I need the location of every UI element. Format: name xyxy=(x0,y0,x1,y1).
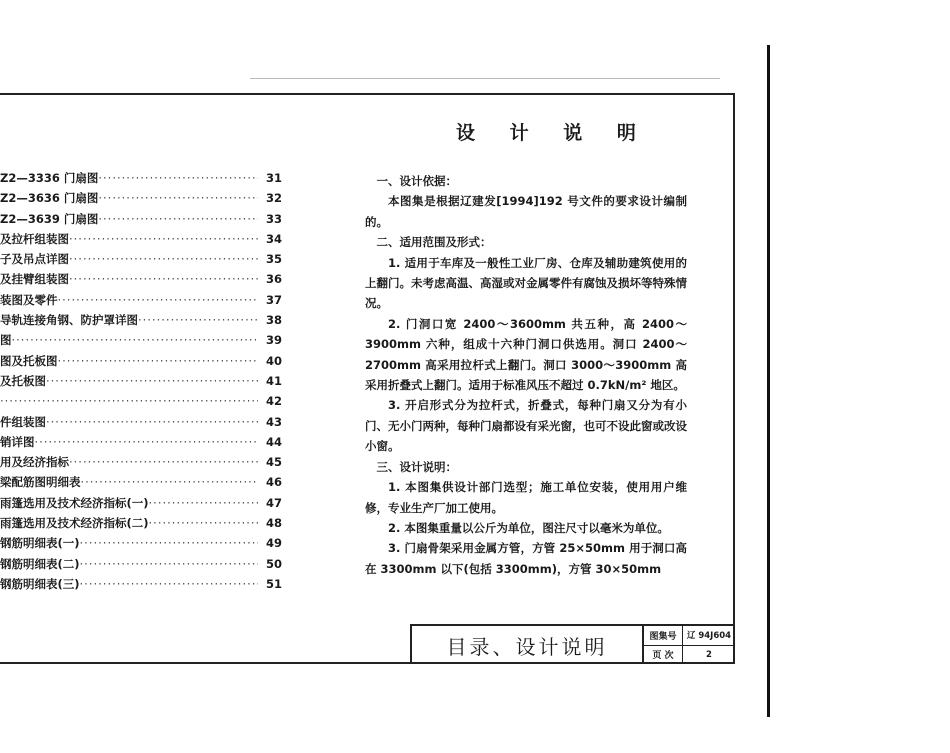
toc-leader-dots xyxy=(98,209,258,229)
notes-heading: 设 计 说 明 xyxy=(456,122,650,144)
toc-leader-dots xyxy=(98,188,258,208)
toc-title: 钢筋明细表(二) xyxy=(0,556,80,571)
toc-row xyxy=(0,493,282,513)
toc-leader-dots xyxy=(46,412,258,432)
notes-paragraph: 1. 适用于车库及一般性工业厂房、仓库及辅助建筑使用的上翻门。未考虑高温、高湿或对金属零件有腐蚀及损坏等特殊情况。 xyxy=(365,255,687,311)
toc-leader-dots xyxy=(46,371,258,391)
toc-leader-dots xyxy=(12,330,259,350)
toc-row xyxy=(0,513,282,533)
toc-row xyxy=(0,472,282,492)
title-block xyxy=(410,624,735,664)
toc-leader-dots xyxy=(69,452,258,472)
toc-row xyxy=(0,209,282,229)
notes-paragraph: 2. 本图集重量以公斤为单位，图注尺寸以毫米为单位。 xyxy=(388,520,669,535)
scan-faint-line xyxy=(250,78,720,79)
toc-page-number: 40 xyxy=(265,353,282,368)
title-block-page-row xyxy=(644,645,735,665)
toc-page-number: 51 xyxy=(265,576,282,591)
toc-page-number: 48 xyxy=(265,516,282,531)
toc-title: Z2—3336 门扇图 xyxy=(0,171,99,185)
toc-title: Z2—3636 门扇图 xyxy=(0,191,99,206)
toc-page-number: 32 xyxy=(265,191,282,206)
toc-title: 导轨连接角钢、防护罩详图 xyxy=(0,313,138,328)
toc-leader-dots xyxy=(98,168,258,188)
toc-row xyxy=(0,574,282,594)
toc-title: 及挂臂组装图 xyxy=(0,272,69,287)
toc-page-number: 35 xyxy=(265,252,282,267)
toc-page-number: 41 xyxy=(265,373,282,388)
notes-paragraph: 2. 门洞口宽 2400～3600mm 共五种，高 2400～3900mm 六种，组成十六种门洞口供选用。洞口 2400～2700mm 高采用拉杆式上翻门。洞口 3000～3900mm 高采用折叠式上翻门。适用于标准风压不超过 0.7kN/m² 地区。 xyxy=(365,316,687,393)
notes-section-heading: 二、适用范围及形式： xyxy=(376,235,492,250)
toc-title: 梁配筋图明细表 xyxy=(0,475,81,490)
toc-row xyxy=(0,412,282,432)
notes-section-heading: 一、设计依据： xyxy=(376,174,457,188)
title-block-atlas-row xyxy=(644,626,735,645)
toc-title: 图 xyxy=(0,333,12,348)
toc-title: 雨篷选用及技术经济指标(一) xyxy=(0,495,149,510)
toc-title: 件组装图 xyxy=(0,414,46,429)
toc-leader-dots xyxy=(0,391,258,411)
toc-title: 图及托板图 xyxy=(0,353,58,368)
toc-title: 及托板图 xyxy=(0,373,46,388)
toc-page-number: 49 xyxy=(265,536,282,551)
toc-leader-dots xyxy=(58,351,259,371)
toc-leader-dots xyxy=(138,310,258,330)
toc-page-number: 42 xyxy=(265,394,282,409)
toc-leader-dots xyxy=(69,229,258,249)
table-of-contents xyxy=(0,168,282,594)
toc-leader-dots xyxy=(58,290,259,310)
toc-leader-dots xyxy=(80,533,258,553)
notes-paragraph: 1. 本图集供设计部门选型；施工单位安装，使用用户维修，专业生产厂加工使用。 xyxy=(365,480,687,515)
toc-row xyxy=(0,391,282,411)
toc-title: 子及吊点详图 xyxy=(0,252,69,267)
toc-title: 销详图 xyxy=(0,434,35,449)
toc-row xyxy=(0,533,282,553)
toc-page-number: 39 xyxy=(265,333,282,348)
toc-title: 及拉杆组装图 xyxy=(0,231,69,246)
toc-page-number: 50 xyxy=(265,556,282,571)
notes-paragraph: 本图集是根据辽建发[1994]192 号文件的要求设计编制的。 xyxy=(365,194,687,229)
toc-leader-dots xyxy=(80,574,258,594)
toc-row xyxy=(0,432,282,452)
notes-paragraph: 3. 开启形式分为拉杆式，折叠式，每种门扇又分为有小门、无小门两种，每种门扇都设有采光窗，也可不设此窗或改设小窗。 xyxy=(365,398,687,454)
atlas-label: 图集号 xyxy=(644,626,683,645)
toc-title: Z2—3639 门扇图 xyxy=(0,211,99,226)
toc-row xyxy=(0,452,282,472)
notes-paragraph: 3. 门扇骨架采用金属方管，方管 25×50mm 用于洞口高在 3300mm 以下(包括 3300mm)，方管 30×50mm xyxy=(365,541,687,576)
toc-row xyxy=(0,269,282,289)
toc-title: 钢筋明细表(三) xyxy=(0,576,80,591)
toc-title: 装图及零件 xyxy=(0,292,58,307)
toc-page-number: 46 xyxy=(265,475,282,490)
toc-title: 钢筋明细表(一) xyxy=(0,536,80,551)
toc-leader-dots xyxy=(69,269,258,289)
toc-row xyxy=(0,168,282,188)
toc-row xyxy=(0,229,282,249)
toc-page-number: 34 xyxy=(265,231,282,246)
toc-row xyxy=(0,554,282,574)
toc-page-number: 36 xyxy=(265,272,282,287)
page-label: 页 次 xyxy=(644,646,683,665)
title-block-grid xyxy=(644,626,735,664)
toc-row xyxy=(0,188,282,208)
toc-row xyxy=(0,351,282,371)
toc-row xyxy=(0,290,282,310)
design-notes xyxy=(365,171,687,579)
toc-leader-dots xyxy=(81,472,259,492)
toc-page-number: 45 xyxy=(265,455,282,470)
toc-page-number: 33 xyxy=(265,211,282,226)
toc-page-number: 31 xyxy=(265,171,282,185)
page-value: 2 xyxy=(706,649,712,660)
title-block-main-title: 目录、设计说明 xyxy=(412,626,644,664)
toc-leader-dots xyxy=(35,432,259,452)
atlas-value: 辽 94J604 xyxy=(686,631,732,642)
toc-row xyxy=(0,330,282,350)
toc-leader-dots xyxy=(149,513,258,533)
toc-title: 用及经济指标 xyxy=(0,455,69,470)
toc-page-number: 44 xyxy=(265,434,282,449)
toc-leader-dots xyxy=(149,493,258,513)
toc-leader-dots xyxy=(69,249,258,269)
toc-page-number: 47 xyxy=(265,495,282,510)
toc-page-number: 37 xyxy=(265,292,282,307)
toc-page-number: 38 xyxy=(265,313,282,328)
toc-row xyxy=(0,249,282,269)
toc-page-number: 43 xyxy=(265,414,282,429)
toc-leader-dots xyxy=(80,554,258,574)
notes-section-heading: 三、设计说明： xyxy=(376,459,457,474)
toc-title: 雨篷选用及技术经济指标(二) xyxy=(0,516,149,531)
toc-row xyxy=(0,371,282,391)
toc-row xyxy=(0,310,282,330)
binding-edge-line xyxy=(767,45,770,717)
